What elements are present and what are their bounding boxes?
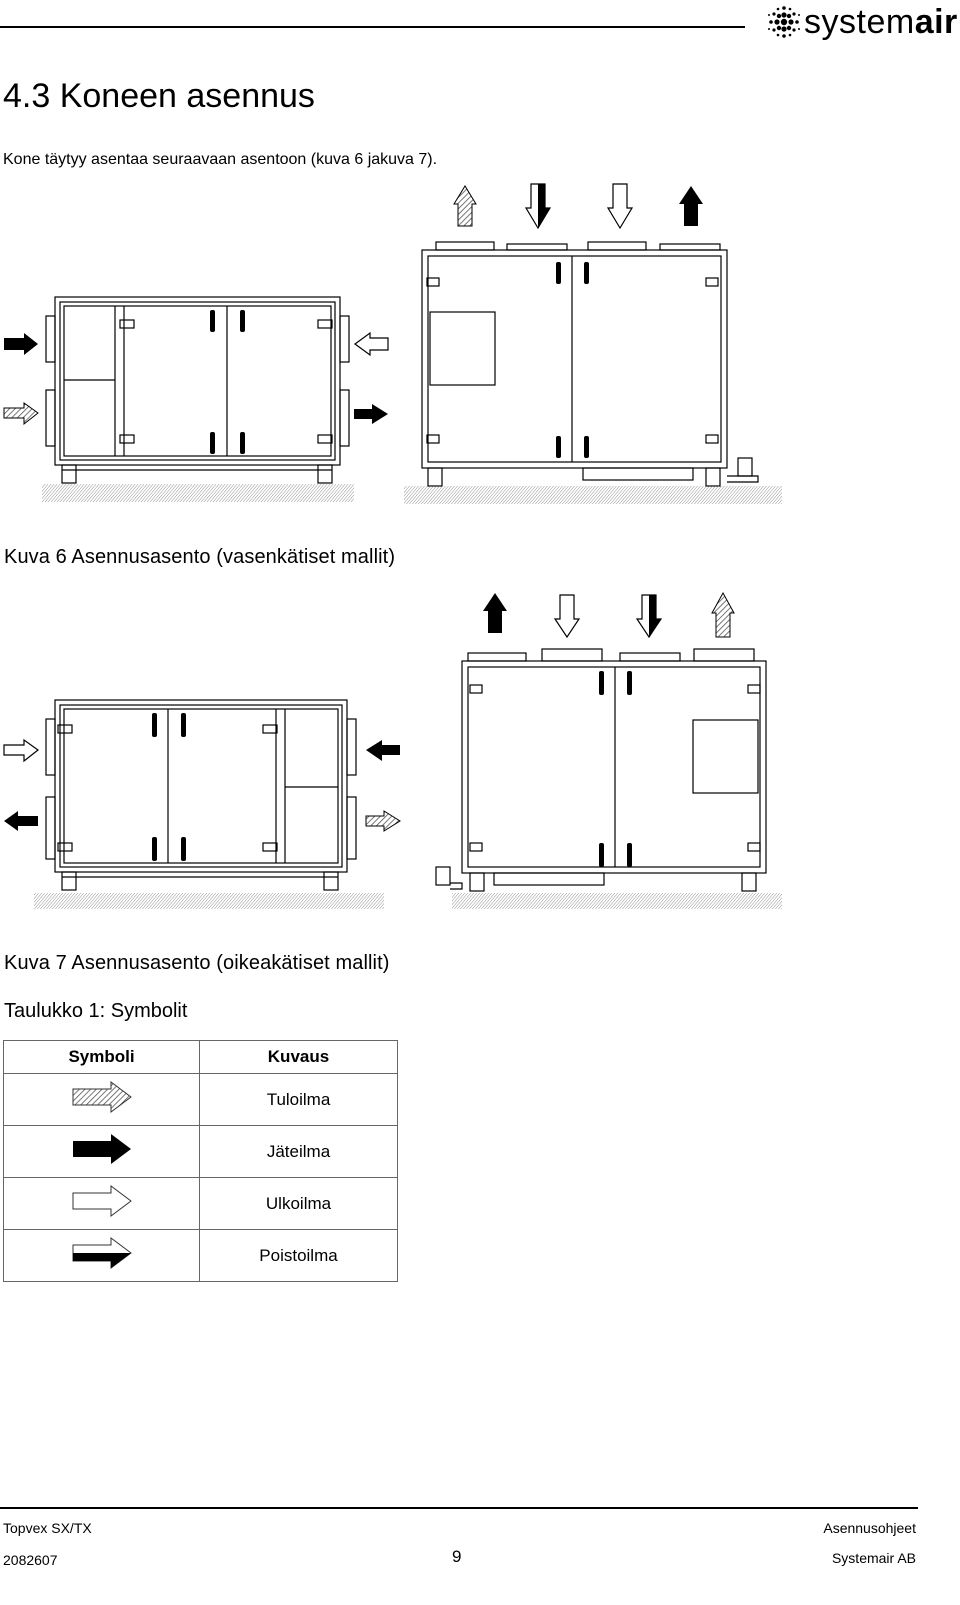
footer-rule — [0, 1507, 918, 1509]
page-number: 9 — [452, 1547, 462, 1566]
black-arrow-icon — [483, 593, 507, 633]
hatched-arrow-icon — [712, 593, 734, 637]
black-arrow-icon — [679, 186, 703, 226]
footer-company: Systemair AB — [831, 1550, 916, 1566]
symbol-cell — [4, 1074, 200, 1126]
page-title: 4.3 Koneen asennus — [3, 77, 315, 115]
header-rule — [0, 26, 745, 28]
figure-6-diagram — [0, 180, 800, 510]
symbols-table — [3, 1040, 398, 1282]
figure-7-diagram — [0, 585, 800, 915]
top-arrows — [454, 184, 703, 228]
table-row — [4, 1178, 398, 1230]
description-cell: Jäteilma — [200, 1126, 398, 1178]
unit-right — [422, 242, 758, 486]
brand-wordmark — [804, 2, 958, 42]
description-cell: Poistoilma — [200, 1230, 398, 1282]
symbol-cell — [4, 1230, 200, 1282]
column-header-description: Kuvaus — [200, 1041, 398, 1074]
symbol-cell — [4, 1126, 200, 1178]
footer-doc-type: Asennusohjeet — [823, 1520, 916, 1536]
hatched-arrow-icon — [71, 1080, 133, 1114]
half-black-arrow-icon — [71, 1236, 133, 1270]
figure-6-caption: Kuva 6 Asennusasento (vasenkätiset mallit) — [4, 546, 396, 568]
brand-suffix: air — [914, 3, 958, 41]
white-arrow-icon — [71, 1184, 133, 1218]
footer-product: Topvex SX/TX — [3, 1520, 92, 1536]
floor-right — [404, 486, 782, 504]
unit-left — [46, 297, 349, 483]
description-cell: Ulkoilma — [200, 1178, 398, 1230]
floor-right — [452, 893, 782, 909]
unit-left — [46, 700, 356, 890]
column-header-symbol: Symboli — [4, 1041, 200, 1074]
figure-7-caption: Kuva 7 Asennusasento (oikeakätiset mallit) — [4, 952, 390, 974]
brand-prefix: system — [804, 3, 915, 41]
table-row — [4, 1126, 398, 1178]
table-header-row — [4, 1041, 398, 1074]
description-cell: Tuloilma — [200, 1074, 398, 1126]
white-arrow-icon — [555, 595, 579, 637]
white-arrow-icon — [608, 184, 632, 228]
floor-left — [42, 484, 354, 502]
table-row — [4, 1074, 398, 1126]
handles-left — [152, 713, 186, 861]
brand-logo — [766, 2, 956, 42]
dot-cluster-icon — [766, 2, 802, 42]
top-arrows — [483, 593, 734, 637]
floor-left — [34, 893, 384, 909]
table-title: Taulukko 1: Symbolit — [4, 1000, 188, 1022]
intro-text: Kone täytyy asentaa seuraavaan asentoon (kuva 6 jakuva 7). — [3, 151, 438, 168]
table-row — [4, 1230, 398, 1282]
symbol-cell — [4, 1178, 200, 1230]
hatched-arrow-icon — [454, 186, 476, 226]
black-arrow-icon — [71, 1132, 133, 1166]
footer-doc-code: 2082607 — [3, 1552, 58, 1568]
